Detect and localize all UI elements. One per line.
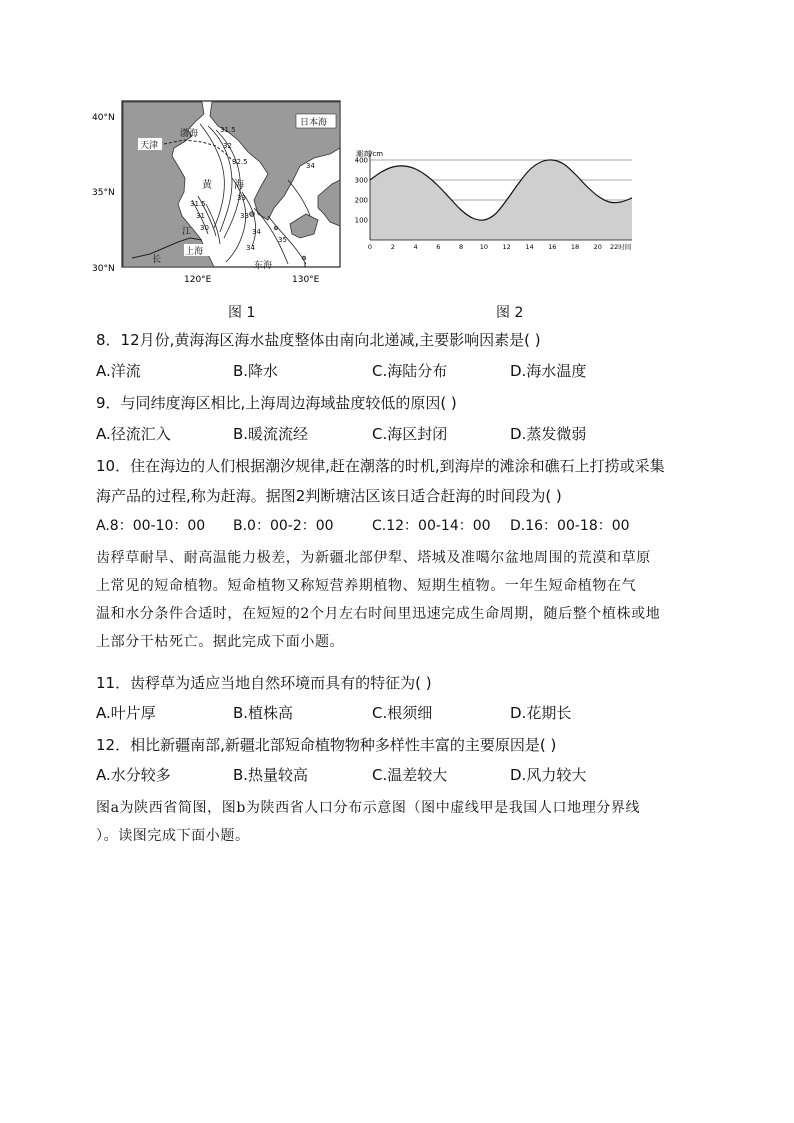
lon-label-130: 130°E <box>292 275 320 285</box>
passage-2 <box>96 794 696 850</box>
figure2-tide-chart <box>352 140 642 260</box>
option-c[interactable]: C.根须细 <box>372 704 433 722</box>
question-9-stem: 9．与同纬度海区相比,上海周边海域盐度较低的原因( ) <box>96 394 457 412</box>
label-jiang: 江 <box>182 227 192 237</box>
isohaline-label: 31.5 <box>190 200 206 208</box>
option-b[interactable]: B.降水 <box>233 362 279 380</box>
option-d[interactable]: D.蒸发微弱 <box>510 425 587 443</box>
option-b[interactable]: B.植株高 <box>233 704 294 722</box>
label-hai: 海 <box>234 180 244 191</box>
x-tick-label: 6 <box>436 243 441 251</box>
isohaline-label: 30 <box>200 224 209 232</box>
y-tick-label: 200 <box>354 196 368 205</box>
passage-line: 温和水分条件合适时，在短短的2个月左右时间里迅速完成生命周期，随后整个植株或地 <box>96 606 661 622</box>
option-c[interactable]: C.海区封闭 <box>372 425 448 443</box>
y-tick-label: 400 <box>354 156 368 165</box>
question-10-stem-cont: 海产品的过程,称为赶海。据图2判断塘沽区该日适合赶海的时间段为( ) <box>96 487 562 505</box>
chart-ylabel: 潮高/cm <box>356 150 384 158</box>
figure1-caption: 图 1 <box>228 305 256 321</box>
passage-line: 图a为陕西省简图，图b为陕西省人口分布示意图（图中虚线甲是我国人口地理分界线 <box>96 800 641 816</box>
isohaline-label: 31 <box>196 212 205 220</box>
question-11-stem: 11．齿稃草为适应当地自然环境而具有的特征为( ) <box>96 674 432 692</box>
passage-1 <box>96 544 696 656</box>
option-d[interactable]: D.16：00-18：00 <box>510 518 630 534</box>
x-tick-label: 10 <box>479 243 489 251</box>
isohaline-label: 32 <box>223 142 232 150</box>
question-12-stem: 12．相比新疆南部,新疆北部短命植物物种多样性丰富的主要原因是( ) <box>96 736 557 754</box>
option-a[interactable]: A.洋流 <box>96 362 141 380</box>
x-tick-label: 0 <box>367 243 373 251</box>
x-tick-label: 8 <box>459 243 464 251</box>
label-donghai: 东海 <box>254 261 273 271</box>
x-tick-label: 14 <box>525 243 534 251</box>
x-tick-label: 20 <box>593 243 602 251</box>
isohaline-label: 31.5 <box>220 126 236 134</box>
option-c[interactable]: C.海陆分布 <box>372 362 448 380</box>
lat-label-35: 35°N <box>92 188 115 198</box>
y-tick-label: 300 <box>354 176 368 185</box>
lat-label-40: 40°N <box>92 113 115 123</box>
label-shanghai: 上海 <box>185 247 204 257</box>
option-d[interactable]: D.海水温度 <box>510 362 587 380</box>
x-tick-label: 4 <box>413 243 418 251</box>
passage-line: 齿稃草耐旱、耐高温能力极差，为新疆北部伊犁、塔城及准噶尔盆地周围的荒漠和草原 <box>96 550 651 566</box>
x-tick-label: 22时间 <box>609 243 632 251</box>
option-b[interactable]: B.暖流流经 <box>233 425 309 443</box>
option-c[interactable]: C.12：00-14：00 <box>372 518 491 534</box>
option-b[interactable]: B.热量较高 <box>233 766 309 784</box>
isohaline-label: 33 <box>240 212 249 220</box>
isohaline-label: 34 <box>246 244 255 252</box>
question-8-stem: 8．12月份,黄海海区海水盐度整体由南向北递减,主要影响因素是( ) <box>96 331 541 349</box>
question-10-stem: 10．住在海边的人们根据潮汐规律,赶在潮落的时机,到海岸的滩涂和礁石上打捞或采集 <box>96 457 665 475</box>
y-tick-label: 100 <box>354 216 368 225</box>
x-tick-label: 16 <box>548 243 557 251</box>
option-d[interactable]: D.花期长 <box>510 704 572 722</box>
option-a[interactable]: A.叶片厚 <box>96 704 156 722</box>
option-a[interactable]: A.水分较多 <box>96 766 171 784</box>
isohaline-label: 33 <box>237 194 246 202</box>
label-bohai: 渤海 <box>180 129 199 139</box>
passage-line: ）。读图完成下面小题。 <box>96 828 250 844</box>
passage-line: 上常见的短命植物。短命植物又称短营养期植物、短期生植物。一年生短命植物在气 <box>96 578 637 594</box>
option-a[interactable]: A.8：00-10：00 <box>96 518 206 534</box>
label-tianjin: 天津 <box>140 141 159 151</box>
isohaline-label: 34 <box>306 162 315 170</box>
lon-label-120: 120°E <box>184 275 212 285</box>
isohaline-label: 34 <box>252 228 261 236</box>
isohaline-label: 35 <box>278 236 287 244</box>
x-tick-label: 12 <box>502 243 511 251</box>
passage-line: 上部分干枯死亡。据此完成下面小题。 <box>96 634 345 650</box>
option-c[interactable]: C.温差较大 <box>372 766 448 784</box>
figure1-map <box>92 96 352 286</box>
option-a[interactable]: A.径流汇入 <box>96 425 171 443</box>
label-riben-hai: 日本海 <box>300 118 328 128</box>
x-tick-label: 18 <box>570 243 580 251</box>
option-d[interactable]: D.风力较大 <box>510 766 587 784</box>
x-tick-label: 2 <box>390 243 395 251</box>
label-chang: 长 <box>152 255 162 265</box>
figure2-caption: 图 2 <box>496 305 524 321</box>
option-b[interactable]: B.0：00-2：00 <box>233 518 334 534</box>
isohaline-label: 32.5 <box>232 158 248 166</box>
label-huang: 黄 <box>202 180 212 191</box>
lat-label-30: 30°N <box>92 264 115 274</box>
